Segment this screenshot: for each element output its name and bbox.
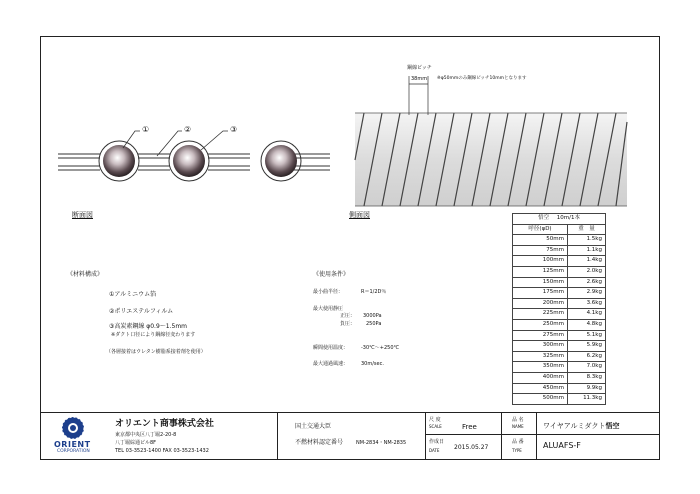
weight-cell: 4.8kg [568, 319, 606, 330]
callout-2: ② [184, 125, 192, 134]
side-view-title: 側面図 [349, 211, 370, 219]
table-row [513, 383, 606, 394]
diameter-cell: 225mm [513, 309, 568, 320]
table-row [513, 372, 606, 383]
weight-cell: 2.0kg [568, 266, 606, 277]
company-address-1: 東京都中央区八丁堀2-20-8 [115, 432, 177, 438]
diameter-cell: 75mm [513, 245, 568, 256]
scale-label: 尺 度 [429, 417, 441, 423]
company-name: オリエント商事株式会社 [115, 419, 214, 429]
diameter-cell: 200mm [513, 298, 568, 309]
diameter-cell: 100mm [513, 256, 568, 267]
weight-cell: 2.6kg [568, 277, 606, 288]
negative-pressure-value: 250Pa [366, 321, 382, 327]
table-row [513, 309, 606, 320]
product-name-value [543, 423, 620, 430]
pitch-value: 38mm [411, 76, 428, 82]
product-name-sublabel: NAME [512, 424, 524, 429]
material-note: ※ダクト口径により鋼線径変わります [111, 332, 196, 338]
date-value: 2015.05.27 [454, 444, 489, 451]
pitch-note: ※φ50mmのみ鋼線ピッチ10mmとなります [437, 76, 527, 81]
steel-wire-2 [173, 145, 205, 177]
material-item-2: ②ポリエステルフィルム [109, 308, 174, 315]
pitch-label: 鋼線ピッチ [407, 65, 432, 71]
conditions-heading: 《使用条件》 [313, 271, 350, 278]
diameter-cell: 300mm [513, 341, 568, 352]
diameter-cell: 500mm [513, 394, 568, 405]
table-row [513, 298, 606, 309]
diameter-cell: 250mm [513, 319, 568, 330]
company-address-2: 八丁堀綜通ビル8F [115, 440, 157, 446]
logo-subtext: CORPORATION [57, 449, 90, 454]
scale-value: Free [462, 423, 477, 431]
date-label: 作成日 [429, 439, 445, 445]
weight-cell: 4.1kg [568, 309, 606, 320]
weight-cell: 9.9kg [568, 383, 606, 394]
scale-sublabel: SCALE [429, 424, 442, 429]
weight-cell: 3.6kg [568, 298, 606, 309]
diameter-cell: 50mm [513, 235, 568, 246]
table-row [513, 235, 606, 246]
material-item-3: ③高炭素鋼線 φ0.9～1.5mm [109, 323, 188, 330]
positive-pressure-label: 正圧： [340, 313, 356, 319]
table-row [513, 341, 606, 352]
weight-cell: 7.0kg [568, 362, 606, 373]
negative-pressure-label: 負圧： [340, 321, 356, 327]
approval-numbers: NM-2834・NM-2835 [356, 440, 407, 446]
diameter-cell: 275mm [513, 330, 568, 341]
weight-cell: 5.1kg [568, 330, 606, 341]
velocity-value: 30m/sec. [361, 361, 384, 367]
table-row [513, 330, 606, 341]
bend-radius-label: 最小曲半径： [313, 289, 344, 295]
weight-cell: 1.5kg [568, 235, 606, 246]
table-caption-name: 悟空 [538, 215, 550, 222]
product-type-value: ALUAFS-F [543, 441, 581, 450]
table-caption-length: 10m/1本 [556, 215, 580, 222]
diameter-cell: 325mm [513, 351, 568, 362]
side-view [355, 76, 627, 206]
col-diameter-header: 呼径(φD) [513, 224, 568, 235]
table-row [513, 277, 606, 288]
bend-radius-value: R＝1/2D％ [361, 289, 387, 295]
approval-label: 不燃材料認定番号 [295, 439, 344, 446]
temperature-value: -30℃～+250℃ [361, 345, 400, 351]
cross-section [58, 131, 330, 181]
table-row [513, 319, 606, 330]
materials-heading: 《材料構成》 [67, 271, 104, 278]
diameter-cell: 175mm [513, 288, 568, 299]
weight-cell: 1.4kg [568, 256, 606, 267]
steel-wire-3 [265, 145, 297, 177]
weight-cell: 5.9kg [568, 341, 606, 352]
table-row [513, 394, 606, 405]
approval-org: 国土交通大臣 [295, 423, 332, 430]
table-row [513, 266, 606, 277]
weight-cell: 11.3kg [568, 394, 606, 405]
diameter-cell: 350mm [513, 362, 568, 373]
material-footnote: （各層接着はウレタン樹脂系接着剤を使用） [106, 349, 206, 355]
date-sublabel: DATE [429, 448, 440, 453]
table-header-row [513, 224, 606, 235]
product-type-sublabel: TYPE [512, 448, 522, 453]
table-caption-row [513, 214, 606, 225]
product-name-prefix: ワイヤアルミダクト [543, 422, 606, 430]
table-row [513, 245, 606, 256]
logo-text: ORIENT [54, 440, 91, 449]
weight-spec-table [512, 213, 606, 405]
table-row [513, 362, 606, 373]
steel-wire-1 [103, 145, 135, 177]
weight-cell: 2.9kg [568, 288, 606, 299]
col-weight-header: 重 量 [568, 224, 606, 235]
product-name-bold: 悟空 [605, 422, 620, 430]
positive-pressure-value: 3000Pa [363, 313, 382, 319]
diameter-cell: 450mm [513, 383, 568, 394]
company-contact: TEL 03-3523-1400 FAX 03-3523-1432 [115, 448, 209, 454]
weight-cell: 8.3kg [568, 372, 606, 383]
product-name-label: 品 名 [512, 417, 524, 423]
weight-cell: 1.1kg [568, 245, 606, 256]
velocity-label: 最大通過風速： [313, 361, 349, 367]
temperature-label: 瞬間使用温度： [313, 345, 349, 351]
product-type-label: 品 番 [512, 439, 524, 445]
diameter-cell: 125mm [513, 266, 568, 277]
material-item-1: ①アルミニウム箔 [109, 291, 157, 298]
diameter-cell: 150mm [513, 277, 568, 288]
callout-3: ③ [230, 125, 238, 134]
table-row [513, 288, 606, 299]
callout-1: ① [142, 125, 150, 134]
table-row [513, 256, 606, 267]
cross-section-title: 断面図 [72, 211, 93, 219]
table-row [513, 351, 606, 362]
max-pressure-label: 最大使用静圧 [313, 306, 344, 312]
diameter-cell: 400mm [513, 372, 568, 383]
weight-cell: 6.2kg [568, 351, 606, 362]
